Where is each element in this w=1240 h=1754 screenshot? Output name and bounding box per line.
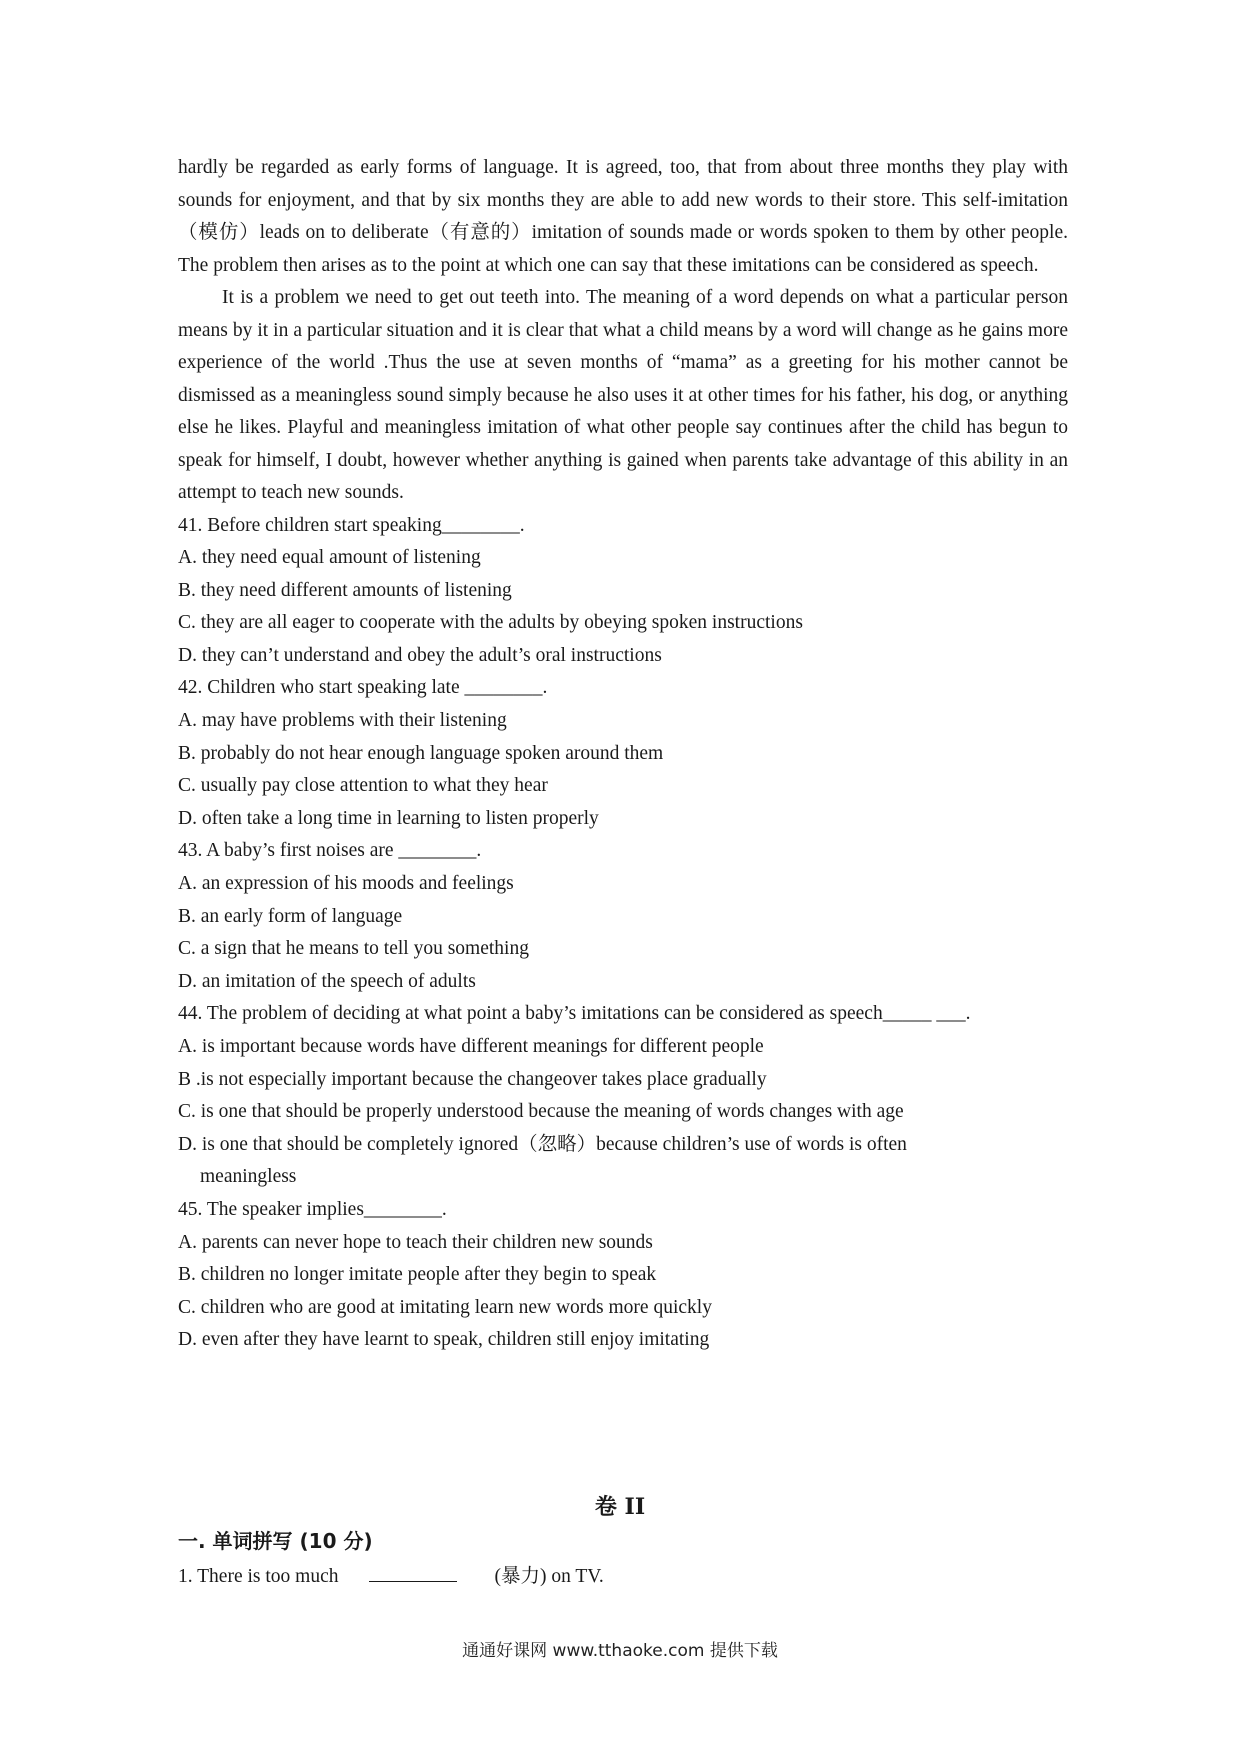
option-b: B .is not especially important because the changeover takes place gradually xyxy=(178,1068,767,1090)
option-c: C. a sign that he means to tell you something xyxy=(178,938,529,960)
option-d-continuation: meaningless xyxy=(200,1166,297,1188)
question-stem: 44. The problem of deciding at what point a baby’s imitations can be considered as speech_____ ___. xyxy=(178,1003,971,1025)
option-c: C. is one that should be properly understood because the meaning of words changes with age xyxy=(178,1101,904,1123)
question-stem: 45. The speaker implies________. xyxy=(178,1198,447,1220)
option-b: B. children no longer imitate people after they begin to speak xyxy=(178,1264,657,1286)
question-list xyxy=(178,510,1068,1357)
option-b: B. they need different amounts of listening xyxy=(178,579,512,601)
option-d: D. even after they have learnt to speak, children still enjoy imitating xyxy=(178,1329,710,1351)
option-a: A. parents can never hope to teach their children new sounds xyxy=(178,1231,653,1253)
question-stem: 42. Children who start speaking late ________. xyxy=(178,677,548,699)
question-41 xyxy=(178,510,1068,673)
option-c: C. they are all eager to cooperate with the adults by obeying spoken instructions xyxy=(178,612,803,634)
option-a: A. may have problems with their listening xyxy=(178,710,507,732)
option-d: D. often take a long time in learning to listen properly xyxy=(178,807,599,829)
question-44 xyxy=(178,998,1068,1194)
answer-blank[interactable] xyxy=(369,1565,457,1582)
question-45 xyxy=(178,1194,1068,1357)
option-d: D. they can’t understand and obey the adult’s oral instructions xyxy=(178,644,662,666)
spelling-item-1 xyxy=(178,1560,604,1588)
option-b: B. an early form of language xyxy=(178,905,403,927)
option-c: C. children who are good at imitating learn new words more quickly xyxy=(178,1296,712,1318)
passage-paragraph-2: It is a problem we need to get out teeth into. The meaning of a word depends on what a particular person means by it in a particular situation and it is clear that what a child means by a word will change as he gains more experience of the world .Thus the use at seven months of “mama” as a greeting for his mother cannot be dismissed as a meaningless sound simply because he also uses it at other times for his father, his dog, or anything else he likes. Playful and meaningless imitation of what other people say continues after the child has begun to speak for himself, I doubt, however whether anything is gained when parents take advantage of this ability in an attempt to teach new sounds. xyxy=(178,287,1068,503)
spelling-item-text: 1. There is too much xyxy=(178,1566,339,1587)
option-d: D. an imitation of the speech of adults xyxy=(178,970,476,992)
question-stem: 43. A baby’s first noises are ________. xyxy=(178,840,482,862)
question-43 xyxy=(178,835,1068,998)
option-a: A. they need equal amount of listening xyxy=(178,547,481,569)
option-c: C. usually pay close attention to what they hear xyxy=(178,775,548,797)
question-42 xyxy=(178,672,1068,835)
option-a: A. is important because words have different meanings for different people xyxy=(178,1036,764,1057)
passage-paragraph-1: hardly be regarded as early forms of language. It is agreed, too, that from about three months they play with sounds for enjoyment, and that by six months they are able to add new words to their store. This self-imitation（模仿）leads on to deliberate（有意的）imitation of sounds made or words spoken to them by other people. The problem then arises as to the point at which one can say that these imitations can be considered as speech. xyxy=(178,157,1068,276)
section-heading: 一. 单词拼写 (10 分) xyxy=(178,1529,373,1553)
option-b: B. probably do not hear enough language spoken around them xyxy=(178,742,664,764)
section-title: 卷 II xyxy=(594,1494,646,1520)
option-a: A. an expression of his moods and feelings xyxy=(178,873,514,895)
page-footer: 通通好课网 www.tthaoke.com 提供下载 xyxy=(462,1641,778,1661)
question-stem: 41. Before children start speaking________. xyxy=(178,514,525,536)
document-body xyxy=(178,152,1068,1357)
spelling-item-hint: (暴力) on TV. xyxy=(494,1566,604,1587)
option-d: D. is one that should be completely ignored（忽略）because children’s use of words is often xyxy=(178,1133,907,1155)
